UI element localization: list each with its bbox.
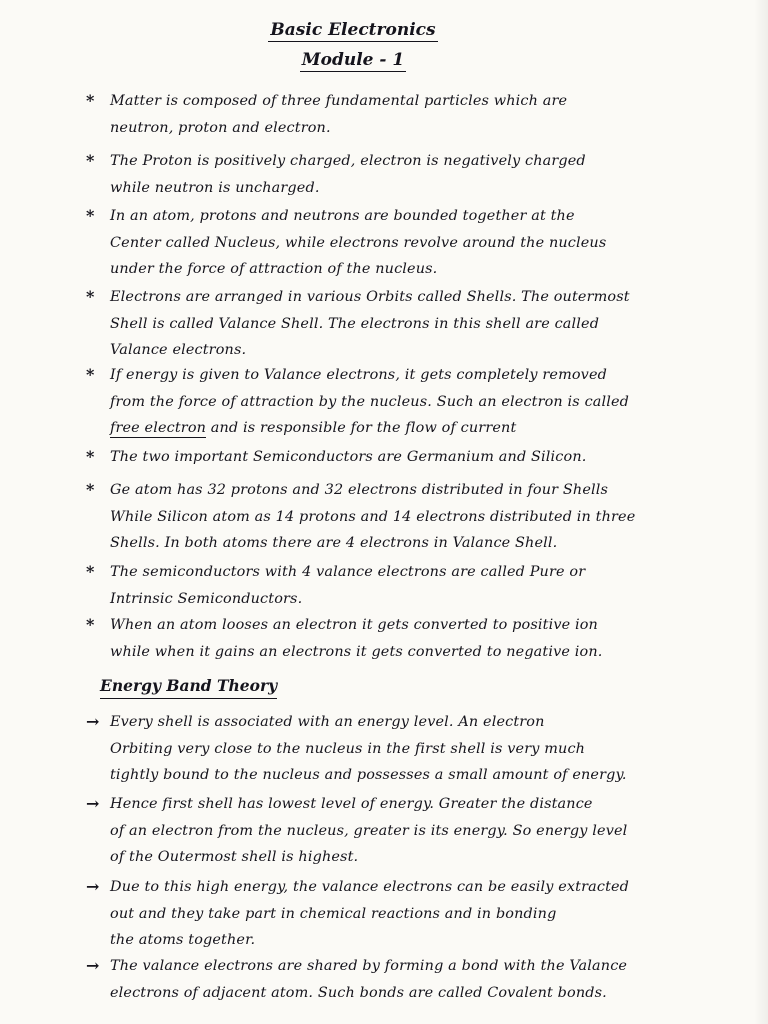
star-bullet-icon: *: [86, 562, 95, 581]
star-bullet-icon: *: [86, 206, 95, 225]
note-line: the atoms together.: [110, 932, 256, 948]
arrow-bullet-icon: →: [86, 956, 100, 975]
note-line: When an atom looses an electron it gets converted to positive ion: [110, 617, 598, 633]
arrow-bullet-icon: →: [86, 794, 100, 813]
note-line: In an atom, protons and neutrons are bounded together at the: [110, 208, 575, 224]
page-subtitle: Module - 1: [301, 50, 405, 70]
star-bullet-icon: *: [86, 287, 95, 306]
star-bullet-icon: *: [86, 480, 95, 499]
note-line: neutron, proton and electron.: [110, 119, 331, 136]
note-line: The Proton is positively charged, electron is negatively charged: [110, 153, 586, 169]
note-line: Ge atom has 32 protons and 32 electrons distributed in four Shells: [110, 482, 609, 498]
note-line: The semiconductors with 4 valance electrons are called Pure or: [110, 564, 586, 580]
note-line: Intrinsic Semiconductors.: [110, 590, 303, 607]
note-line: The two important Semiconductors are Germanium and Silicon.: [110, 449, 587, 465]
page-title: Basic Electronics: [270, 20, 436, 40]
note-line: Orbiting very close to the nucleus in the first shell is very much: [110, 740, 586, 757]
note-line: Hence first shell has lowest level of energy. Greater the distance: [110, 796, 593, 812]
note-line: tightly bound to the nucleus and possesses a small amount of energy.: [110, 767, 627, 783]
note-line: Due to this high energy, the valance electrons can be easily extracted: [110, 879, 630, 895]
star-bullet-icon: *: [86, 151, 95, 170]
note-line: of an electron from the nucleus, greater is its energy. So energy level: [110, 822, 628, 839]
note-line: Valance electrons.: [110, 342, 247, 358]
note-line: The valance electrons are shared by forming a bond with the Valance: [110, 958, 628, 974]
note-line: Matter is composed of three fundamental particles which are: [110, 93, 568, 109]
note-line: from the force of attraction by the nucleus. Such an electron is called: [110, 393, 630, 410]
arrow-bullet-icon: →: [86, 877, 100, 896]
note-line: out and they take part in chemical reactions and in bonding: [110, 905, 557, 922]
note-line: While Silicon atom as 14 protons and 14 electrons distributed in three: [110, 508, 636, 525]
note-line: while when it gains an electrons it gets converted to negative ion.: [110, 643, 603, 660]
note-line: Shells. In both atoms there are 4 electrons in Valance Shell.: [110, 535, 558, 551]
note-line: electrons of adjacent atom. Such bonds are called Covalent bonds.: [110, 984, 607, 1001]
note-line: Center called Nucleus, while electrons revolve around the nucleus: [110, 234, 607, 251]
energy-band-heading: Energy Band Theory: [100, 675, 277, 699]
note-line: Electrons are arranged in various Orbits called Shells. The outermost: [110, 289, 630, 305]
page-edge-shadow: [754, 0, 768, 1024]
note-line: of the Outermost shell is highest.: [110, 849, 359, 865]
arrow-bullet-icon: →: [86, 712, 100, 731]
note-line: [110, 415, 698, 442]
note-line: while neutron is uncharged.: [110, 179, 320, 196]
star-bullet-icon: *: [86, 447, 95, 466]
star-bullet-icon: *: [86, 91, 95, 110]
note-line: under the force of attraction of the nucleus.: [110, 261, 438, 277]
note-line: Every shell is associated with an energy level. An electron: [110, 714, 545, 730]
note-line: Shell is called Valance Shell. The electrons in this shell are called: [110, 315, 600, 332]
note-line: If energy is given to Valance electrons, it gets completely removed: [110, 367, 607, 383]
star-bullet-icon: *: [86, 365, 95, 384]
note-line-rest: and is responsible for the flow of current: [206, 420, 517, 436]
free-electron-term: free electron: [110, 420, 207, 436]
star-bullet-icon: *: [86, 615, 95, 634]
